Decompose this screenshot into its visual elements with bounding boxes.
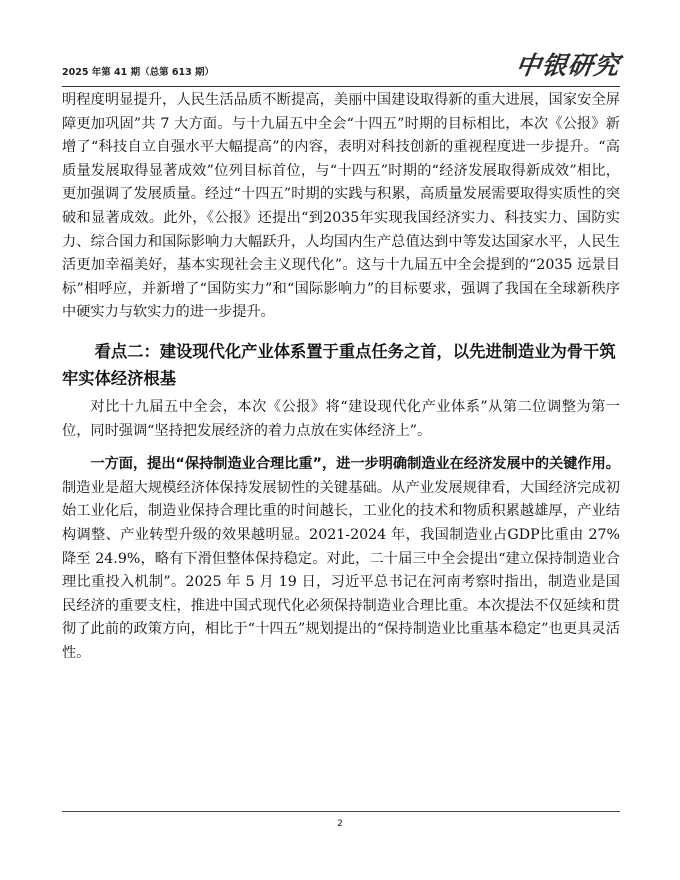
paragraph-1: 明程度明显提升，人民生活品质不断提高，美丽中国建设取得新的重大进展，国家安全屏障更加巩固”共 7 大方面。与十九届五中全会“十四五”时期的目标相比，本次《公报》新增了“科技自立自强水平大幅提高”的内容，表明对科技创新的重视程度进一步提升。“高质量发展取得显著成效”位列目标首位，与“十四五”时期的“经济发展取得新成效”相比，更加强调了发展质量。经过“十四五”时期的实践与积累，高质量发展需要取得实质性的突破和显著成效。此外，《公报》还提出“到2035年实现我国经济实力、科技实力、国防实力、综合国力和国际影响力大幅跃升，人均国内生产总值达到中等发达国家水平，人民生活更加幸福美好，基本实现社会主义现代化”。这与十九届五中全会提到的“2035 远景目标”相呼应，并新增了“国防实力”和“国际影响力”的目标要求，强调了我国在全球新秩序中硬实力与软实力的进一步提升。: [62, 92, 620, 321]
article-body: [62, 89, 620, 665]
brand-logo: 中银研究: [513, 51, 622, 80]
paragraph-2: 对比十九届五中全会，本次《公报》将“建设现代化产业体系”从第二位调整为第一位，同时强调“坚持把发展经济的着力点放在实体经济上”。: [62, 398, 620, 439]
footer-divider: [62, 811, 620, 812]
paragraph-3: [62, 453, 620, 665]
issue-label: 2025 年第 41 期（总第 613 期）: [62, 67, 215, 78]
section-heading: 看点二：建设现代化产业体系置于重点任务之首，以先进制造业为骨干筑牢实体经济根基: [62, 341, 616, 389]
header-divider: [62, 86, 620, 87]
paragraph-3-text: 制造业是超大规模经济体保持发展韧性的关键基础。从产业发展规律看，大国经济完成初始工业化后，制造业保持合理比重的时间越长，工业化的技术和物质积累越雄厚，产业结构调整、产业转型升级的效果越明显。2021-2024 年，我国制造业占GDP比重由 27%降至 24.9%，略有下滑但整体保持稳定。对此，二十届三中全会提出“建立保持制造业合理比重投入机制”。2025 年 5 月 19 日，习近平总书记在河南考察时指出，制造业是国民经济的重要支柱，推进中国式现代化必须保持制造业合理比重。本次提法不仅延续和贯彻了此前的政策方向，相比于“十四五”规划提出的“保持制造业比重基本稳定”也更具灵活性。: [62, 479, 620, 661]
page-header: [62, 44, 620, 86]
page-number: 2: [337, 819, 343, 829]
paragraph-3-lead: 一方面，提出“保持制造业合理比重”，进一步明确制造业在经济发展中的关键作用。: [90, 456, 620, 473]
